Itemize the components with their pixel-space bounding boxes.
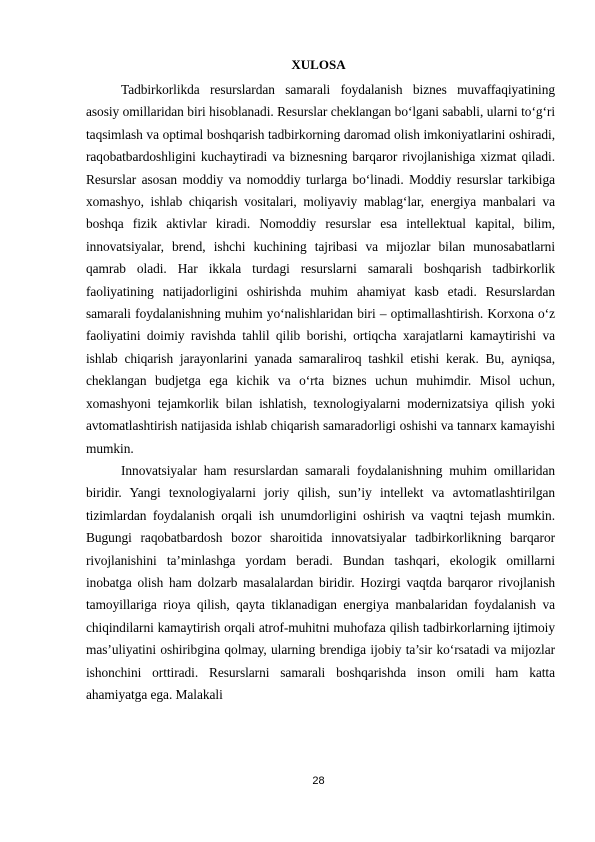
paragraph: Tadbirkorlikda resurslardan samarali foydalanish biznes muvaffaqiyatining asosiy omillaridan biri hisoblanadi. Resurslar cheklangan bo‘lgani sababli, ularni to‘g‘ri taqsimlash va optimal boshqarish tadbirkorning daromad olish imkoniyatlarini oshiradi, raqobatbardoshligini kuchaytiradi va biznesning barqaror rivojlanishiga xizmat qiladi. Resurslar asosan moddiy va nomoddiy turlarga bo‘linadi. Moddiy resurslar tarkibiga xomashyo, ishlab chiqarish vositalari, moliyaviy mablag‘lar, energiya manbalari va boshqa fizik aktivlar kiradi. Nomoddiy resurslar esa intellektual kapital, bilim, innovatsiyalar, brend, ishchi kuchining tajribasi va mijozlar bilan munosabatlarni qamrab oladi. Har ikkala turdagi resurslarni samarali boshqarish tadbirkorlik faoliyatining natijadorligini oshirishda muhim ahamiyat kasb etadi. Resurslardan samarali foydalanishning muhim yo‘nalishlaridan biri – optimallashtirish. Korxona o‘z faoliyatini doimiy ravishda tahlil qilib borishi, ortiqcha xarajatlarni kamaytirishi va ishlab chiqarish jarayonlarini yanada samaraliroq tashkil etishi kerak. Bu, ayniqsa, cheklangan budjetga ega kichik va o‘rta biznes uchun muhimdir. Misol uchun, xomashyoni tejamkorlik bilan ishlatish, texnologiyalarni modernizatsiya qilish yoki avtomatlashtirish natijasida ishlab chiqarish samaradorligi oshishi va tannarx kamayishi mumkin. xyxy=(86,82,555,456)
body-text xyxy=(86,79,555,706)
page-number: 28 xyxy=(312,775,325,787)
paragraph: Innovatsiyalar ham resurslardan samarali foydalanishning muhim omillaridan biridir. Yangi texnologiyalarni joriy qilish, sun’iy intellekt va avtomatlashtirilgan tizimlardan foydalanish orqali ish unumdorligini oshirish va vaqtni tejash mumkin. Bugungi raqobatbardosh bozor sharoitida innovatsiyalar tadbirkorlikning barqaror rivojlanishini ta’minlashga yordam beradi. Bundan tashqari, ekologik omillarni inobatga olish ham dolzarb masalalardan biridir. Hozirgi vaqtda barqaror rivojlanish tamoyillariga rioya qilish, qayta tiklanadigan energiya manbalaridan foydalanish va chiqindilarni kamaytirish orqali atrof-muhitni muhofaza qilish tadbirkorlarning ijtimoiy mas’uliyatini oshiribgina qolmay, ularning brendiga ijobiy ta’sir ko‘rsatadi va mijozlar ishonchini orttiradi. Resurslarni samarali boshqarishda inson omili ham katta ahamiyatga ega. Malakali xyxy=(86,462,555,702)
section-heading: XULOSA xyxy=(291,57,346,72)
